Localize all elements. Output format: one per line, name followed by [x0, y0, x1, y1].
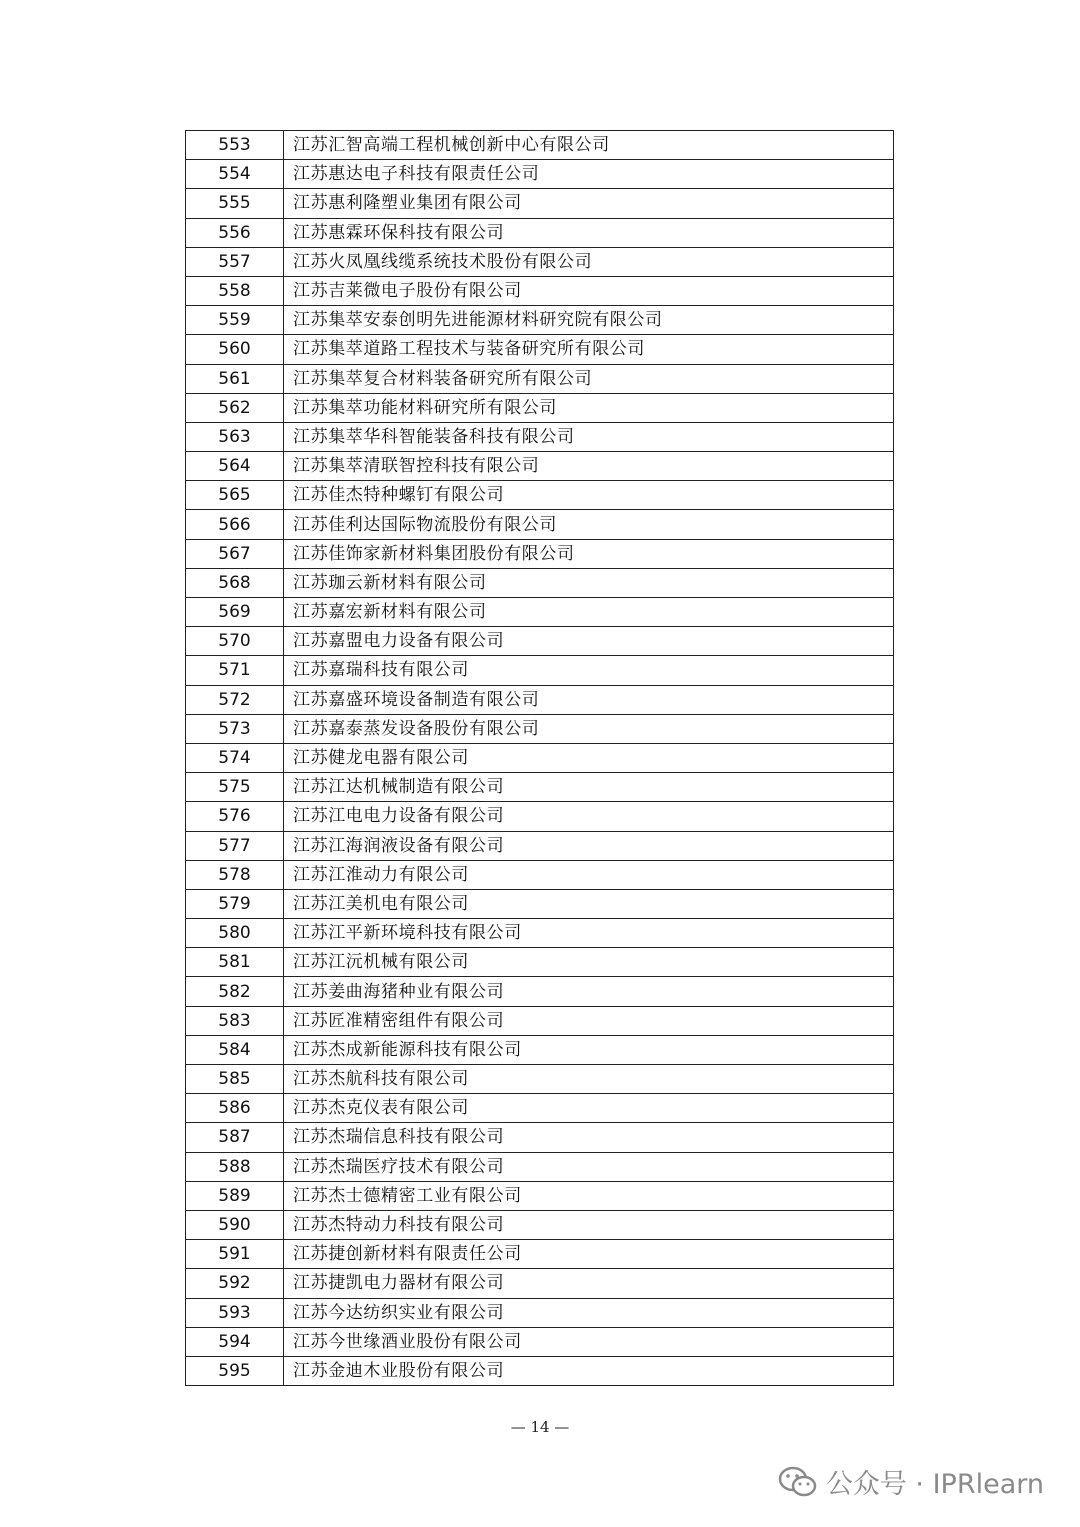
row-number: 554: [186, 160, 284, 189]
table-row: [186, 1006, 894, 1035]
row-number: 590: [186, 1210, 284, 1239]
row-number: 555: [186, 189, 284, 218]
table-row: [186, 656, 894, 685]
table-row: [186, 714, 894, 743]
row-number: 591: [186, 1240, 284, 1269]
row-number: 585: [186, 1065, 284, 1094]
row-number: 594: [186, 1327, 284, 1356]
row-number: 592: [186, 1269, 284, 1298]
company-table: [185, 130, 894, 1386]
row-number: 593: [186, 1298, 284, 1327]
row-number: 588: [186, 1152, 284, 1181]
company-name: 江苏集萃复合材料装备研究所有限公司: [284, 364, 894, 393]
wechat-icon: [778, 1465, 818, 1499]
row-number: 586: [186, 1094, 284, 1123]
table-row: [186, 1035, 894, 1064]
row-number: 576: [186, 802, 284, 831]
table-row: [186, 276, 894, 305]
table-row: [186, 919, 894, 948]
row-number: 560: [186, 335, 284, 364]
company-name: 江苏集萃华科智能装备科技有限公司: [284, 422, 894, 451]
row-number: 561: [186, 364, 284, 393]
company-name: 江苏今达纺织实业有限公司: [284, 1298, 894, 1327]
row-number: 564: [186, 452, 284, 481]
table-row: [186, 598, 894, 627]
company-name: 江苏嘉盛环境设备制造有限公司: [284, 685, 894, 714]
table-row: [186, 860, 894, 889]
table-row: [186, 218, 894, 247]
company-name: 江苏惠达电子科技有限责任公司: [284, 160, 894, 189]
table-row: [186, 627, 894, 656]
company-name: 江苏金迪木业股份有限公司: [284, 1356, 894, 1385]
company-name: 江苏江美机电有限公司: [284, 889, 894, 918]
row-number: 583: [186, 1006, 284, 1035]
row-number: 566: [186, 510, 284, 539]
table-row: [186, 364, 894, 393]
table-row: [186, 452, 894, 481]
company-name: 江苏江平新环境科技有限公司: [284, 919, 894, 948]
watermark: [778, 1462, 1044, 1501]
company-name: 江苏江淮动力有限公司: [284, 860, 894, 889]
row-number: 553: [186, 131, 284, 160]
company-name: 江苏集萃功能材料研究所有限公司: [284, 393, 894, 422]
table-row: [186, 1152, 894, 1181]
table-row: [186, 160, 894, 189]
company-name: 江苏集萃安泰创明先进能源材料研究院有限公司: [284, 306, 894, 335]
row-number: 580: [186, 919, 284, 948]
company-name: 江苏江沅机械有限公司: [284, 948, 894, 977]
row-number: 589: [186, 1181, 284, 1210]
row-number: 567: [186, 539, 284, 568]
table-row: [186, 189, 894, 218]
company-name: 江苏集萃道路工程技术与装备研究所有限公司: [284, 335, 894, 364]
company-name: 江苏嘉盟电力设备有限公司: [284, 627, 894, 656]
company-name: 江苏汇智高端工程机械创新中心有限公司: [284, 131, 894, 160]
company-name: 江苏佳饰家新材料集团股份有限公司: [284, 539, 894, 568]
table-row: [186, 1298, 894, 1327]
table-row: [186, 802, 894, 831]
table-row: [186, 539, 894, 568]
table-row: [186, 247, 894, 276]
table-row: [186, 831, 894, 860]
table-row: [186, 1240, 894, 1269]
row-number: 582: [186, 977, 284, 1006]
table-row: [186, 306, 894, 335]
company-name: 江苏惠利隆塑业集团有限公司: [284, 189, 894, 218]
row-number: 575: [186, 773, 284, 802]
company-name: 江苏捷创新材料有限责任公司: [284, 1240, 894, 1269]
company-name: 江苏健龙电器有限公司: [284, 743, 894, 772]
company-name: 江苏集萃清联智控科技有限公司: [284, 452, 894, 481]
table-row: [186, 422, 894, 451]
table-row: [186, 889, 894, 918]
table-row: [186, 948, 894, 977]
company-name: 江苏杰士德精密工业有限公司: [284, 1181, 894, 1210]
row-number: 577: [186, 831, 284, 860]
table-row: [186, 977, 894, 1006]
row-number: 571: [186, 656, 284, 685]
company-name: 江苏江电电力设备有限公司: [284, 802, 894, 831]
row-number: 572: [186, 685, 284, 714]
row-number: 584: [186, 1035, 284, 1064]
company-name: 江苏江达机械制造有限公司: [284, 773, 894, 802]
table-row: [186, 393, 894, 422]
table-row: [186, 510, 894, 539]
company-name: 江苏火凤凰线缆系统技术股份有限公司: [284, 247, 894, 276]
page-number: — 14 —: [510, 1418, 570, 1436]
company-name: 江苏杰克仪表有限公司: [284, 1094, 894, 1123]
company-name: 江苏佳利达国际物流股份有限公司: [284, 510, 894, 539]
company-name: 江苏今世缘酒业股份有限公司: [284, 1327, 894, 1356]
table-row: [186, 1356, 894, 1385]
row-number: 568: [186, 568, 284, 597]
company-name: 江苏江海润液设备有限公司: [284, 831, 894, 860]
row-number: 563: [186, 422, 284, 451]
company-name: 江苏嘉宏新材料有限公司: [284, 598, 894, 627]
table-row: [186, 1210, 894, 1239]
row-number: 569: [186, 598, 284, 627]
company-name: 江苏嘉瑞科技有限公司: [284, 656, 894, 685]
table-row: [186, 1094, 894, 1123]
row-number: 565: [186, 481, 284, 510]
table-row: [186, 743, 894, 772]
table-row: [186, 568, 894, 597]
company-name: 江苏珈云新材料有限公司: [284, 568, 894, 597]
company-name: 江苏嘉泰蒸发设备股份有限公司: [284, 714, 894, 743]
company-name: 江苏匠准精密组件有限公司: [284, 1006, 894, 1035]
row-number: 587: [186, 1123, 284, 1152]
table-body: [186, 131, 894, 1386]
company-name: 江苏吉莱微电子股份有限公司: [284, 276, 894, 305]
company-name: 江苏杰瑞医疗技术有限公司: [284, 1152, 894, 1181]
row-number: 581: [186, 948, 284, 977]
table-row: [186, 1181, 894, 1210]
watermark-text: 公众号 · IPRlearn: [825, 1469, 1044, 1500]
company-name: 江苏捷凯电力器材有限公司: [284, 1269, 894, 1298]
row-number: 579: [186, 889, 284, 918]
row-number: 578: [186, 860, 284, 889]
company-name: 江苏杰航科技有限公司: [284, 1065, 894, 1094]
table-row: [186, 1065, 894, 1094]
row-number: 574: [186, 743, 284, 772]
row-number: 573: [186, 714, 284, 743]
table-row: [186, 481, 894, 510]
table-row: [186, 1269, 894, 1298]
table-row: [186, 1123, 894, 1152]
row-number: 557: [186, 247, 284, 276]
table-row: [186, 335, 894, 364]
company-name: 江苏佳杰特种螺钉有限公司: [284, 481, 894, 510]
row-number: 595: [186, 1356, 284, 1385]
company-name: 江苏杰成新能源科技有限公司: [284, 1035, 894, 1064]
company-name: 江苏姜曲海猪种业有限公司: [284, 977, 894, 1006]
row-number: 558: [186, 276, 284, 305]
table-row: [186, 685, 894, 714]
row-number: 562: [186, 393, 284, 422]
company-name: 江苏杰特动力科技有限公司: [284, 1210, 894, 1239]
company-name: 江苏杰瑞信息科技有限公司: [284, 1123, 894, 1152]
company-name: 江苏惠霖环保科技有限公司: [284, 218, 894, 247]
row-number: 559: [186, 306, 284, 335]
row-number: 556: [186, 218, 284, 247]
table-row: [186, 1327, 894, 1356]
table-row: [186, 131, 894, 160]
table-row: [186, 773, 894, 802]
row-number: 570: [186, 627, 284, 656]
